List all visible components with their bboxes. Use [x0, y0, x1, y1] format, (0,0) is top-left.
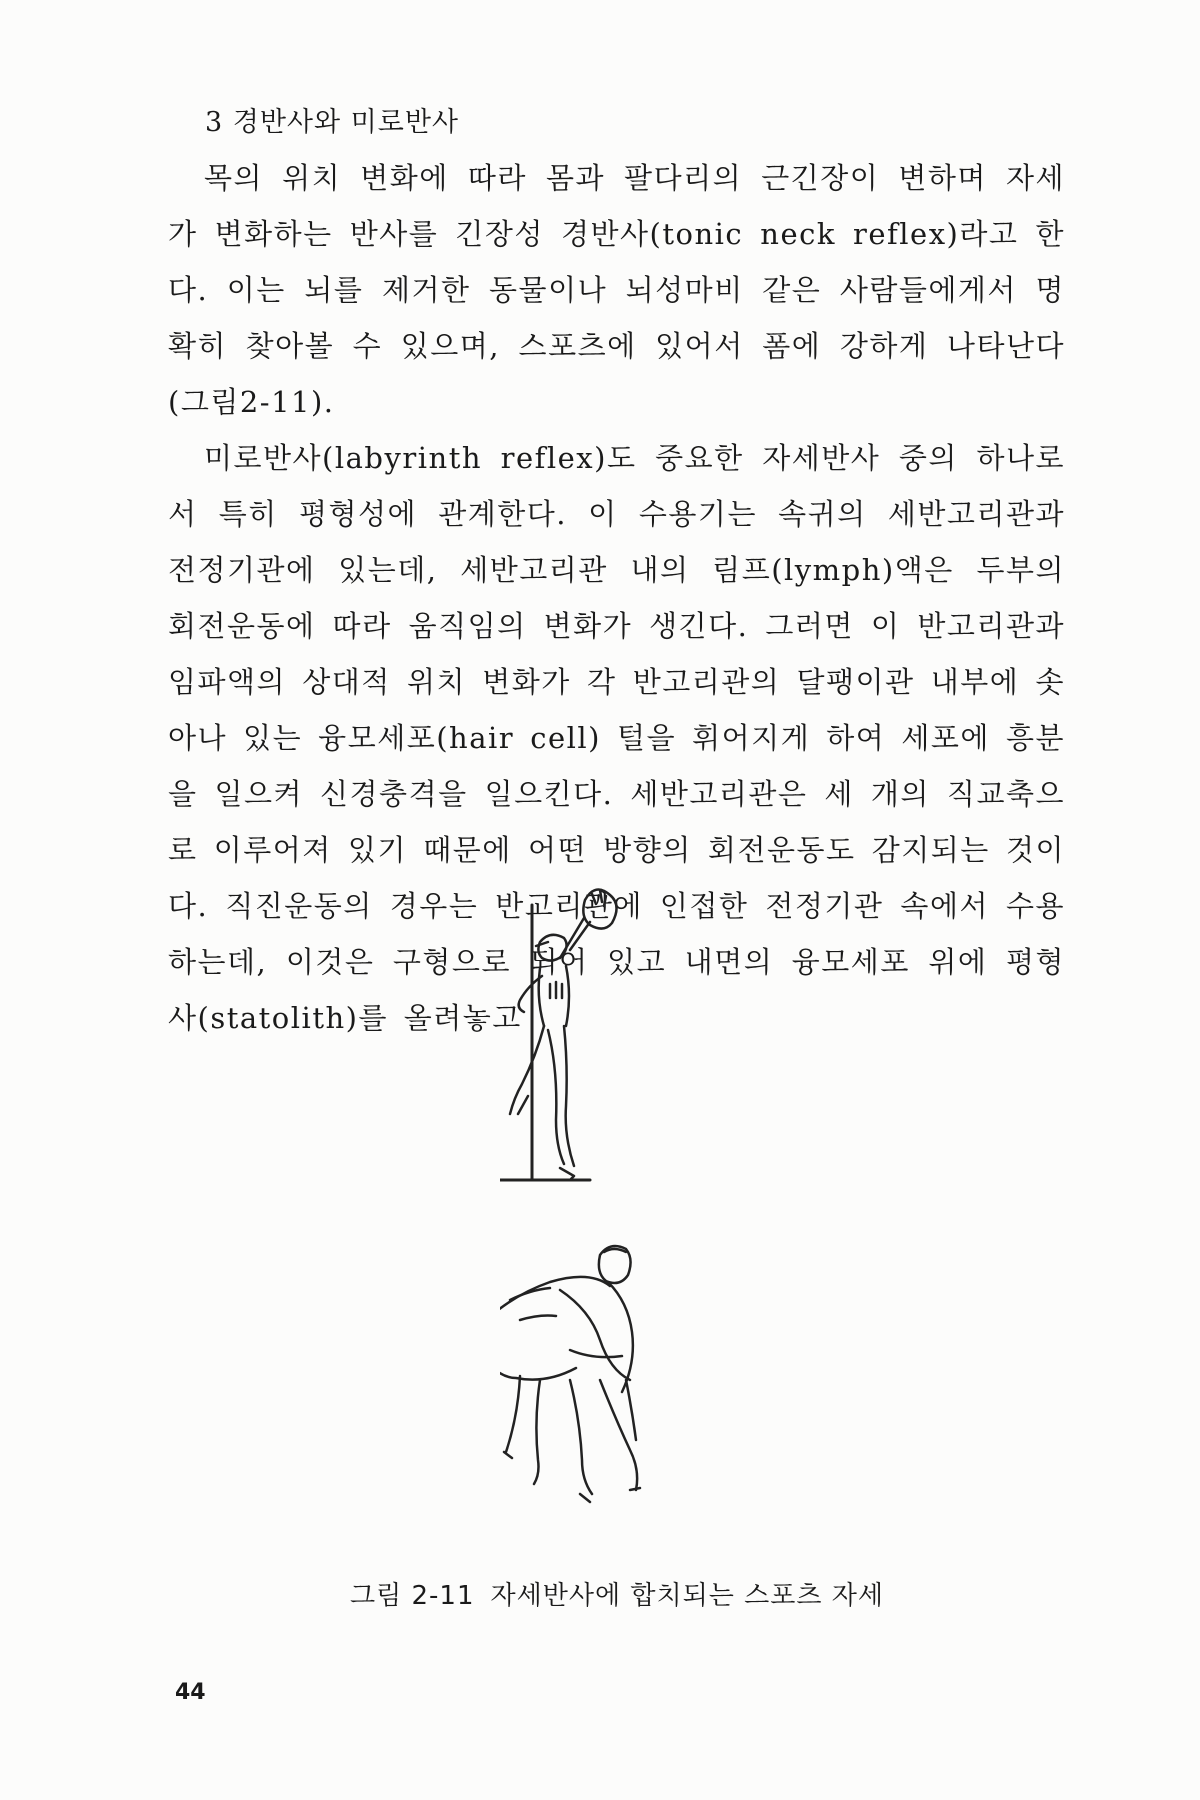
judo-throw-drawing [500, 1246, 640, 1502]
paragraph-tonic-neck-reflex: 목의 위치 변화에 따라 몸과 팔다리의 근긴장이 변하며 자세가 변화하는 반사를 긴장성 경반사(tonic neck reflex)라고 한다. 이는 뇌를 제거한 동물이나 뇌성마비 같은 사람들에게서 명확히 찾아볼 수 있으며, 스포츠에 있어서 폼에 강하게 나타난다(그림2-11). [168, 161, 1065, 419]
paragraph-labyrinth-reflex: 미로반사(labyrinth reflex)도 중요한 자세반사 중의 하나로서 특히 평형성에 관계한다. 이 수용기는 속귀의 세반고리관과 전정기관에 있는데, 세반고리관 내의 림프(lymph)액은 두부의 회전운동에 따라 움직임의 변화가 생긴다. 그러면 이 반고리관과 임파액의 상대적 위치 변화가 각 반고리관의 달팽이관 내부에 솟아나 있는 융모세포(hair cell) 털을 휘어지게 하여 세포에 흥분을 일으켜 신경충격을 일으킨다. 세반고리관은 세 개의 직교축으로 이루어져 있기 때문에 어떤 방향의 회전운동도 감지되는 것이다. 직진운동의 경우는 반고리관에 인접한 전정기관 속에서 수용하는데, 이것은 구형으로 되어 있고 내면의 융모세포 위에 평형사(statolith)를 올려놓고 [168, 441, 1065, 1035]
figure-label: 그림 2-11 [350, 1581, 475, 1611]
figure-illustration [500, 880, 820, 1570]
section-heading: 3 경반사와 미로반사 [205, 107, 459, 138]
baseball-player-drawing [500, 890, 617, 1180]
figure-caption-text: 자세반사에 합치되는 스포츠 자세 [490, 1581, 884, 1611]
figure-caption [350, 1575, 910, 1612]
page-number: 44 [175, 1680, 206, 1705]
